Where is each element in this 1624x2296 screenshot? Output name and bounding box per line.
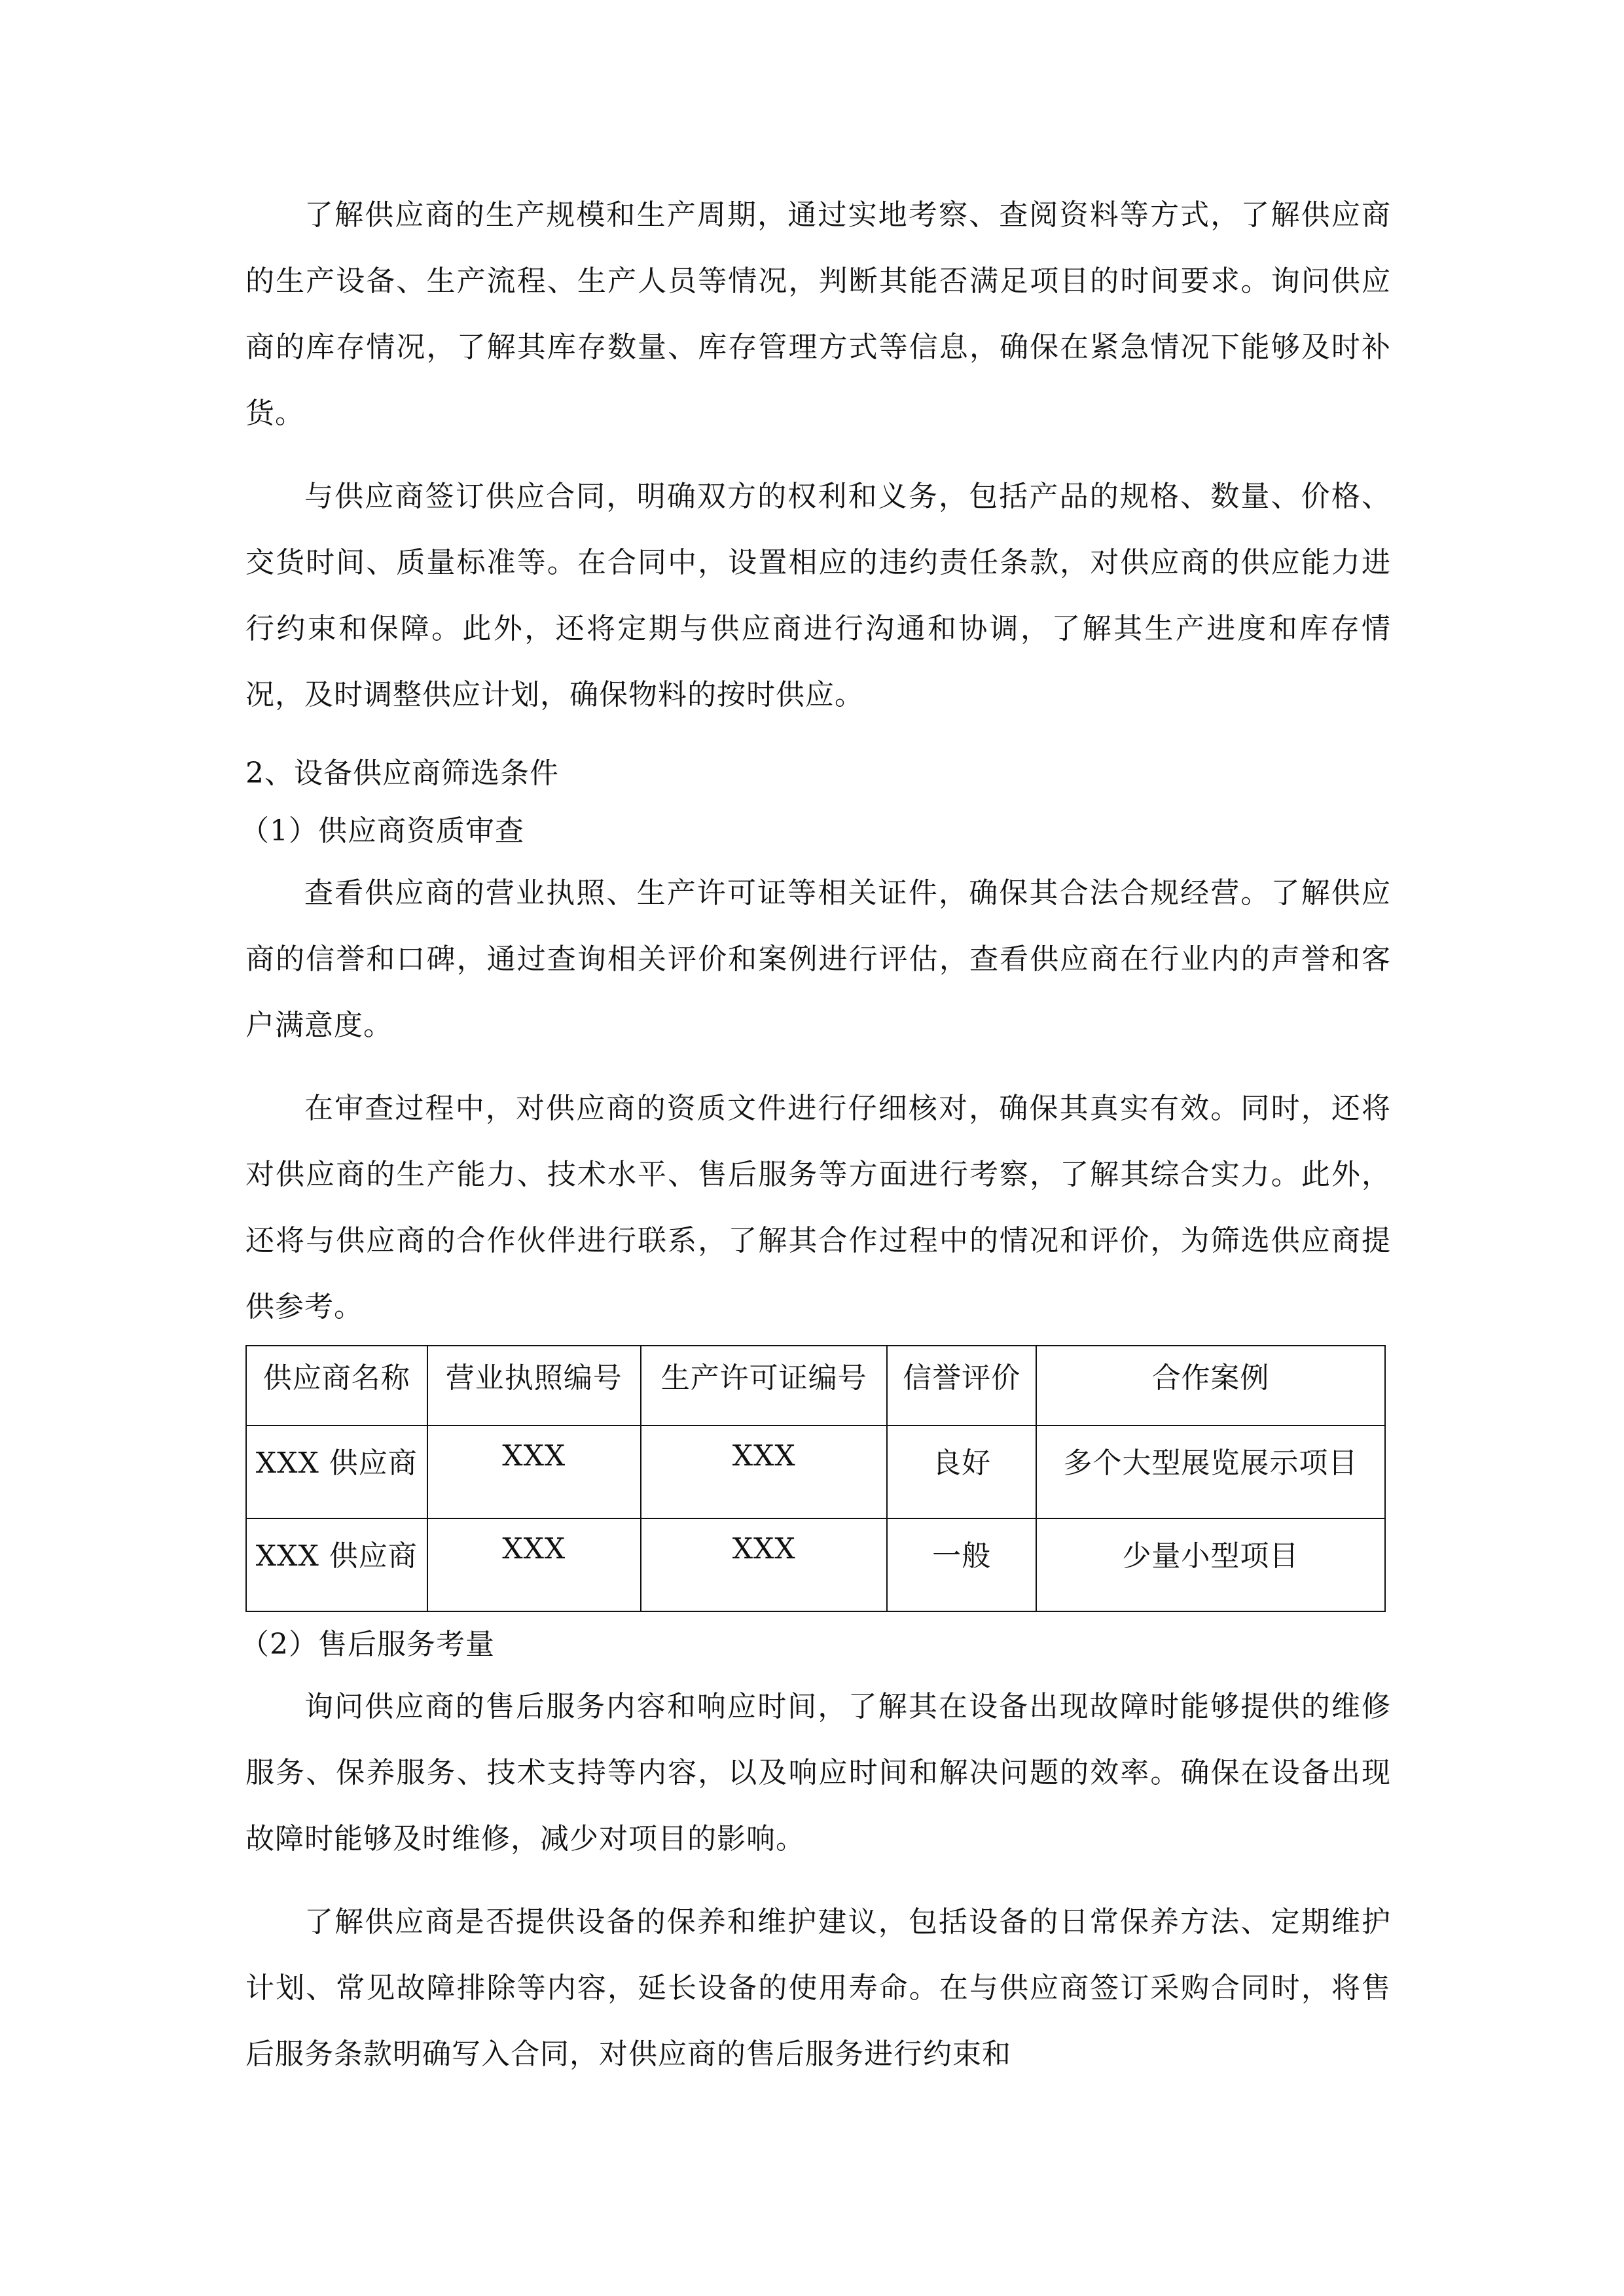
- table-cell: XXX: [427, 1518, 641, 1611]
- table-cell: 多个大型展览展示项目: [1036, 1426, 1385, 1518]
- supplier-table: [245, 1345, 1386, 1612]
- subsection-heading-after-sales-service: （2）售后服务考量: [240, 1628, 495, 1661]
- subsection-heading-qualification-review: （1）供应商资质审查: [240, 814, 524, 848]
- table-header-row: [246, 1346, 1385, 1426]
- table-cell: XXX: [641, 1518, 888, 1611]
- table-cell: XXX 供应商: [246, 1518, 427, 1611]
- paragraph-maintenance-advice: 了解供应商是否提供设备的保养和维护建议，包括设备的日常保养方法、定期维护计划、常见故障排除等内容，延长设备的使用寿命。在与供应商签订采购合同时，将售后服务条款明确写入合同，对供应商的售后服务进行约束和: [245, 1905, 1391, 2071]
- column-header-cooperation-cases: 合作案例: [1036, 1346, 1385, 1426]
- table-cell: XXX 供应商: [246, 1426, 427, 1518]
- paragraph-supply-contract: 与供应商签订供应合同，明确双方的权利和义务，包括产品的规格、数量、价格、交货时间、质量标准等。在合同中，设置相应的违约责任条款，对供应商的供应能力进行约束和保障。此外，还将定期与供应商进行沟通和协调，了解其生产进度和库存情况，及时调整供应计划，确保物料的按时供应。: [245, 480, 1391, 711]
- paragraph-review-process: 在审查过程中，对供应商的资质文件进行仔细核对，确保其真实有效。同时，还将对供应商的生产能力、技术水平、售后服务等方面进行考察，了解其综合实力。此外，还将与供应商的合作伙伴进行联系，了解其合作过程中的情况和评价，为筛选供应商提供参考。: [245, 1092, 1391, 1323]
- paragraph-license-check: 查看供应商的营业执照、生产许可证等相关证件，确保其合法合规经营。了解供应商的信誉和口碑，通过查询相关评价和案例进行评估，查看供应商在行业内的声誉和客户满意度。: [245, 876, 1391, 1042]
- column-header-supplier-name: 供应商名称: [246, 1346, 427, 1426]
- column-header-business-license-no: 营业执照编号: [427, 1346, 641, 1426]
- document-body: [240, 182, 1391, 2104]
- paragraph-after-sales-inquiry: 询问供应商的售后服务内容和响应时间，了解其在设备出现故障时能够提供的维修服务、保养服务、技术支持等内容，以及响应时间和解决问题的效率。确保在设备出现故障时能够及时维修，减少对项目的影响。: [245, 1690, 1391, 1856]
- column-header-production-permit-no: 生产许可证编号: [641, 1346, 888, 1426]
- table-cell: 一般: [887, 1518, 1036, 1611]
- table-cell: XXX: [641, 1426, 888, 1518]
- table-cell: XXX: [427, 1426, 641, 1518]
- column-header-credit-rating: 信誉评价: [887, 1346, 1036, 1426]
- table-row: [246, 1518, 1385, 1611]
- section-heading-equipment-supplier-criteria: 2、设备供应商筛选条件: [245, 757, 559, 790]
- table-cell: 少量小型项目: [1036, 1518, 1385, 1611]
- table-row: [246, 1426, 1385, 1518]
- table-cell: 良好: [887, 1426, 1036, 1518]
- paragraph-production-capacity: 了解供应商的生产规模和生产周期，通过实地考察、查阅资料等方式，了解供应商的生产设备、生产流程、生产人员等情况，判断其能否满足项目的时间要求。询问供应商的库存情况，了解其库存数量、库存管理方式等信息，确保在紧急情况下能够及时补货。: [245, 198, 1391, 430]
